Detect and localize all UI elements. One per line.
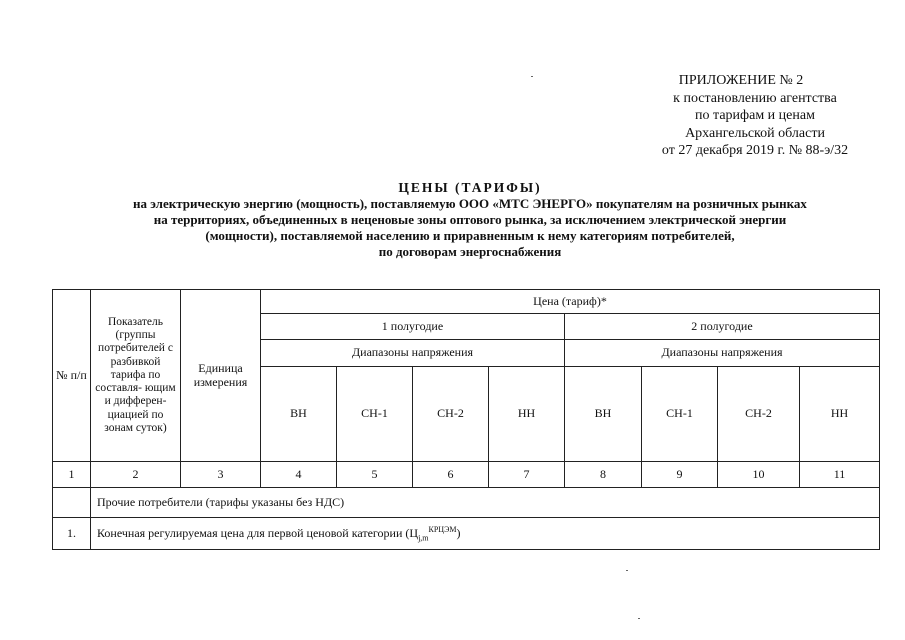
header-voltage-ranges: Диапазоны напряжения (261, 340, 565, 367)
appendix-line: к постановлению агентства (673, 90, 837, 106)
document-subtitle (40, 196, 900, 260)
voltage-cell: СН-1 (642, 367, 718, 462)
appendix-block (600, 72, 905, 160)
row-description (91, 518, 880, 550)
appendix-line: Архангельской области (685, 125, 825, 141)
appendix-line: по тарифам и ценам (695, 108, 815, 123)
voltage-cell: НН (489, 367, 565, 462)
section-row (53, 488, 880, 518)
row-close: ) (456, 525, 461, 540)
numbering-cell: 7 (489, 462, 565, 488)
section-num-cell (53, 488, 91, 518)
voltage-cell: ВН (261, 367, 337, 462)
document-title: ЦЕНЫ (ТАРИФЫ) (398, 180, 542, 195)
numbering-cell: 4 (261, 462, 337, 488)
numbering-cell: 3 (181, 462, 261, 488)
scan-speck (626, 570, 628, 571)
subtitle-line: на электрическую энергию (мощность), поставляемую ООО «МТС ЭНЕРГО» покупателям на розничных рынках (133, 196, 807, 211)
numbering-cell: 5 (337, 462, 413, 488)
header-indicator: Показатель (группы потребителей с разбивкой тарифа по составля- ющим и дифферен- циацией по зонам суток) (91, 290, 181, 462)
appendix-number: ПРИЛОЖЕНИЕ № 2 (678, 73, 804, 88)
header-half-1: 1 полугодие (261, 314, 565, 340)
subtitle-line: по договорам энергоснабжения (378, 244, 562, 259)
row-superscript: КРЦЭМ (428, 524, 457, 534)
numbering-cell: 11 (800, 462, 880, 488)
numbering-cell: 2 (91, 462, 181, 488)
scan-speck (531, 76, 533, 77)
voltage-cell: НН (800, 367, 880, 462)
row-text: Конечная регулируемая цена для первой ценовой категории (Ц (97, 525, 419, 540)
header-row (53, 290, 880, 314)
numbering-cell: 8 (565, 462, 642, 488)
header-price: Цена (тариф)* (261, 290, 880, 314)
price-table (52, 289, 880, 550)
section-title: Прочие потребители (тарифы указаны без НДС) (91, 488, 880, 518)
row-num: 1. (53, 518, 91, 550)
voltage-cell: СН-1 (337, 367, 413, 462)
numbering-cell: 6 (413, 462, 489, 488)
appendix-line: от 27 декабря 2019 г. № 88-э/32 (661, 143, 849, 158)
header-voltage-ranges: Диапазоны напряжения (565, 340, 880, 367)
table-row (53, 518, 880, 550)
header-num: № п/п (53, 290, 91, 462)
numbering-cell: 10 (718, 462, 800, 488)
subtitle-line: на территориях, объединенных в неценовые зоны оптового рынка, за исключением электрической энергии (153, 212, 787, 227)
header-unit: Единица измерения (181, 290, 261, 462)
voltage-cell: СН-2 (718, 367, 800, 462)
subtitle-line: (мощности), поставляемой населению и приравненным к нему категориям потребителей, (205, 228, 735, 243)
header-half-2: 2 полугодие (565, 314, 880, 340)
numbering-cell: 9 (642, 462, 718, 488)
voltage-cell: СН-2 (413, 367, 489, 462)
scan-speck (638, 618, 640, 619)
row-subscript: j,m (418, 532, 429, 542)
numbering-cell: 1 (53, 462, 91, 488)
numbering-row (53, 462, 880, 488)
voltage-cell: ВН (565, 367, 642, 462)
